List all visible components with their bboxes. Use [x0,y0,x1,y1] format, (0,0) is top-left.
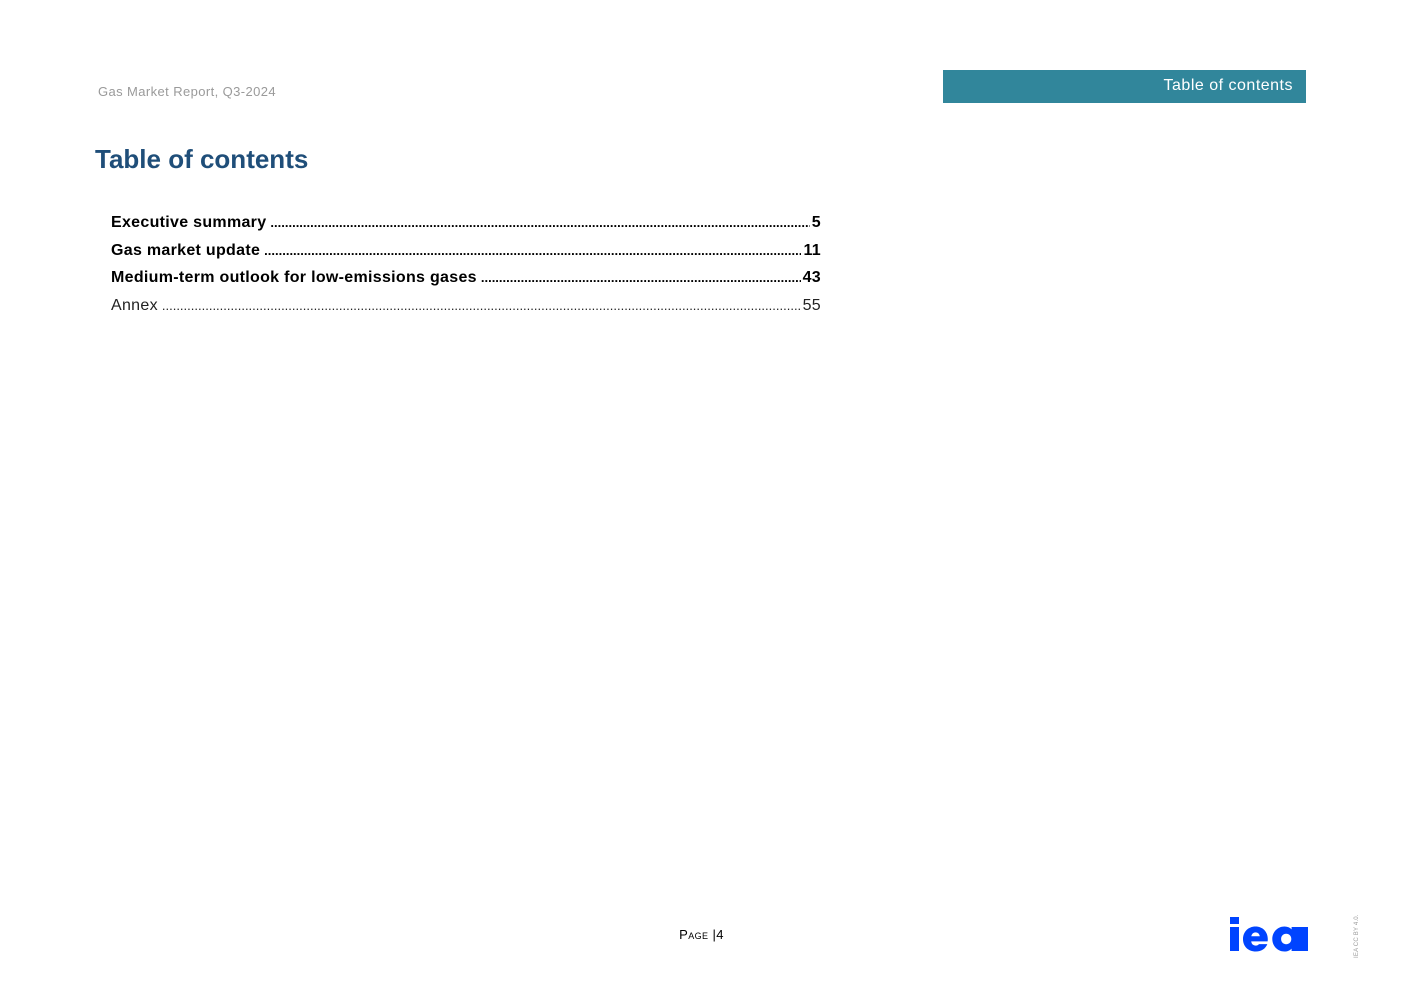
toc-dot-leader [270,215,809,230]
toc-entry-title: Medium-term outlook for low-emissions gases [111,269,477,287]
license-text: IEA CC BY 4.0. [1354,914,1360,958]
page-word: Page [679,927,709,942]
toc-entry-title: Annex [111,297,158,315]
table-of-contents [111,214,821,325]
toc-dot-leader [481,270,801,285]
toc-dot-leader [162,298,801,313]
toc-entry-title: Executive summary [111,214,267,231]
toc-entry-page: 5 [811,214,821,231]
toc-entry-annex[interactable] [111,297,821,325]
toc-entry-page: 11 [803,241,821,259]
section-tab: Table of contents [943,70,1306,103]
toc-entry-title: Gas market update [111,241,261,259]
iea-logo [1230,917,1310,953]
report-title: Gas Market Report, Q3-2024 [98,84,277,99]
toc-entry-page: 43 [802,269,821,287]
toc-dot-leader [264,243,801,258]
toc-entry-page: 55 [802,297,821,315]
toc-entry-medium-term-outlook[interactable] [111,269,821,297]
page-separator: | [712,927,717,942]
page-number: 4 [716,927,724,942]
page-number-footer [0,927,1403,942]
page-title: Table of contents [95,144,309,174]
toc-entry-executive-summary[interactable] [111,214,821,242]
toc-entry-gas-market-update[interactable] [111,242,821,270]
